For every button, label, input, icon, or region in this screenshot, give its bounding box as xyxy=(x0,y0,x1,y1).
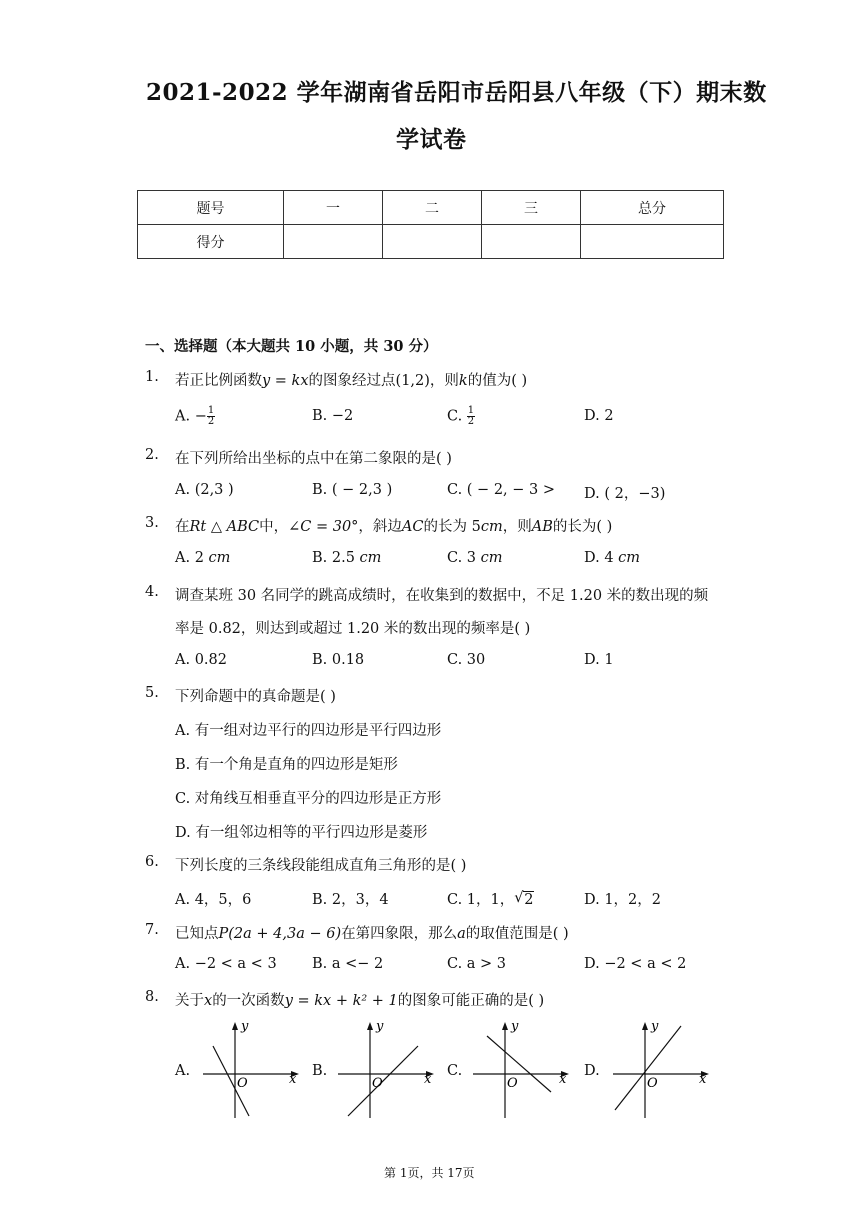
q1-option-a xyxy=(175,406,215,427)
option-label: A. 2 xyxy=(175,550,209,566)
score-table-score-row xyxy=(138,225,724,259)
radical-sign-icon: √ xyxy=(514,890,524,906)
unit: cm xyxy=(480,550,503,566)
question-6-text: 下列长度的三条线段能组成直角三角形的是( ) xyxy=(175,858,467,874)
q5-option-b: B. 有一个角是直角的四边形是矩形 xyxy=(175,757,398,773)
q7-option-c: C. a > 3 xyxy=(447,956,507,972)
q8-graph-c xyxy=(465,1018,575,1118)
formula: cm xyxy=(480,519,503,535)
page-title-line2: 学试卷 xyxy=(396,126,467,153)
question-1-number: 1. xyxy=(145,369,159,385)
table-cell: 二 xyxy=(383,191,482,225)
q7-option-b: B. a <− 2 xyxy=(312,956,384,972)
formula: AC xyxy=(401,519,424,535)
question-2-text: 在下列所给出坐标的点中在第二象限的是( ) xyxy=(175,451,452,467)
question-5-text: 下列命题中的真命题是( ) xyxy=(175,689,336,705)
q5-option-a: A. 有一组对边平行的四边形是平行四边形 xyxy=(175,723,442,739)
fraction xyxy=(207,406,215,427)
option-label: A. − xyxy=(175,408,207,425)
q1-option-d: D. 2 xyxy=(584,408,614,424)
question-5-number: 5. xyxy=(145,685,159,701)
q3-option-a xyxy=(175,550,230,566)
question-8-number: 8. xyxy=(145,989,159,1005)
y-axis-arrow-icon xyxy=(502,1022,508,1030)
question-4-line2: 率是 0.82，则达到或超过 1.20 米的数出现的频率是( ) xyxy=(175,621,531,637)
formula: y = kx + k² + 1 xyxy=(284,993,398,1009)
q7-option-a: A. −2 < a < 3 xyxy=(175,956,277,972)
question-6-number: 6. xyxy=(145,854,159,870)
q3-option-d xyxy=(584,550,640,566)
square-root xyxy=(514,892,534,908)
text: ，则 xyxy=(502,519,532,535)
function-line xyxy=(487,1036,551,1092)
q1-option-b: B. −2 xyxy=(312,408,354,424)
y-axis-label: y xyxy=(241,1019,249,1034)
q4-option-c: C. 30 xyxy=(447,652,486,668)
text: 在第四象限，那么 xyxy=(341,926,458,942)
unit: cm xyxy=(359,550,382,566)
page-footer: 第 1页，共 17页 xyxy=(384,1166,475,1180)
q2-option-b: B. ( − 2,3 ) xyxy=(312,482,393,498)
origin-label: O xyxy=(372,1076,383,1091)
question-1-text xyxy=(175,369,527,390)
q6-option-c xyxy=(447,888,534,909)
table-cell: 题号 xyxy=(138,191,284,225)
y-axis-arrow-icon xyxy=(232,1022,238,1030)
x-axis-label: x xyxy=(424,1072,432,1087)
text: 若正比例函数 xyxy=(175,373,262,389)
q8-graph-b xyxy=(330,1018,440,1118)
numerator: 1 xyxy=(467,405,475,416)
table-cell: 得分 xyxy=(138,225,284,259)
denominator: 2 xyxy=(467,416,475,427)
origin-label: O xyxy=(237,1076,248,1091)
q2-option-c: C. ( − 2, − 3 > xyxy=(447,482,556,498)
score-table-header-row xyxy=(138,191,724,225)
formula: x xyxy=(204,993,213,1009)
q8-graph-d xyxy=(605,1018,715,1118)
text: 在 xyxy=(175,519,190,535)
q6-option-b: B. 2，3，4 xyxy=(312,892,389,908)
q3-option-c xyxy=(447,550,503,566)
option-label: C. 3 xyxy=(447,550,481,566)
text: 的长为 5 xyxy=(423,519,481,535)
text: 的一次函数 xyxy=(212,993,285,1009)
option-label: C. 1，1， xyxy=(447,892,515,908)
q6-option-d: D. 1，2，2 xyxy=(584,892,662,908)
numerator: 1 xyxy=(207,405,215,416)
x-axis-label: x xyxy=(559,1072,567,1087)
question-4-line1: 调查某班 30 名同学的跳高成绩时，在收集到的数据中，不足 1.20 米的数出现的频 xyxy=(175,588,709,604)
function-line xyxy=(615,1026,681,1110)
q3-option-b xyxy=(312,550,381,566)
text: ，斜边 xyxy=(358,519,402,535)
q8-option-c-label: C. xyxy=(447,1063,463,1079)
text: 中， xyxy=(259,519,289,535)
score-input-cell xyxy=(383,225,482,259)
question-7-number: 7. xyxy=(145,922,159,938)
text: 已知点 xyxy=(175,926,219,942)
question-2-number: 2. xyxy=(145,447,159,463)
q2-option-a: A. (2,3 ) xyxy=(175,482,234,498)
question-3-number: 3. xyxy=(145,515,159,531)
q8-option-a-label: A. xyxy=(175,1063,191,1079)
q7-option-d: D. −2 < a < 2 xyxy=(584,956,687,972)
table-cell: 总分 xyxy=(581,191,724,225)
origin-label: O xyxy=(647,1076,658,1091)
text: 的图象经过点(1,2)，则 xyxy=(308,373,459,389)
text: 的值为( ) xyxy=(467,373,528,389)
function-line xyxy=(348,1046,418,1116)
score-input-cell xyxy=(482,225,581,259)
fraction xyxy=(467,406,475,427)
unit: cm xyxy=(208,550,231,566)
origin-label: O xyxy=(507,1076,518,1091)
q5-option-c: C. 对角线互相垂直平分的四边形是正方形 xyxy=(175,791,442,807)
q4-option-d: D. 1 xyxy=(584,652,614,668)
page-title-line1: 2021-2022 学年湖南省岳阳市岳阳县八年级（下）期末数 xyxy=(146,79,767,106)
y-axis-arrow-icon xyxy=(642,1022,648,1030)
y-axis-arrow-icon xyxy=(367,1022,373,1030)
question-4-number: 4. xyxy=(145,584,159,600)
formula: y = kx xyxy=(262,373,309,389)
option-label: B. 2.5 xyxy=(312,550,360,566)
unit: cm xyxy=(618,550,641,566)
question-7-text xyxy=(175,922,569,943)
formula: k xyxy=(458,373,468,389)
q8-option-d-label: D. xyxy=(584,1063,600,1079)
table-cell: 三 xyxy=(482,191,581,225)
formula: ∠C = 30° xyxy=(288,519,359,535)
score-input-cell xyxy=(581,225,724,259)
option-label: D. 4 xyxy=(584,550,619,566)
q1-option-c xyxy=(447,406,475,427)
y-axis-label: y xyxy=(376,1019,384,1034)
question-8-text xyxy=(175,989,544,1010)
formula: a xyxy=(457,926,466,942)
text: 关于 xyxy=(175,993,204,1009)
section-heading: 一、选择题（本大题共 10 小题，共 30 分） xyxy=(145,338,438,355)
q6-option-a: A. 4，5，6 xyxy=(175,892,252,908)
formula: AB xyxy=(531,519,553,535)
text: 的图象可能正确的是( ) xyxy=(397,993,545,1009)
radicand: 2 xyxy=(524,892,534,908)
q2-option-d: D. ( 2，−3) xyxy=(584,486,666,502)
text: 的取值范围是( ) xyxy=(465,926,569,942)
text: 的长为( ) xyxy=(552,519,613,535)
q8-graph-a xyxy=(195,1018,305,1118)
table-cell: 一 xyxy=(284,191,383,225)
x-axis-label: x xyxy=(699,1072,707,1087)
q8-option-b-label: B. xyxy=(312,1063,328,1079)
q4-option-a: A. 0.82 xyxy=(175,652,227,668)
formula: P(2a + 4,3a − 6) xyxy=(218,926,342,942)
x-axis-label: x xyxy=(289,1072,297,1087)
denominator: 2 xyxy=(207,416,215,427)
score-table xyxy=(137,190,724,259)
formula: Rt △ ABC xyxy=(189,519,260,535)
q5-option-d: D. 有一组邻边相等的平行四边形是菱形 xyxy=(175,825,428,841)
y-axis-label: y xyxy=(511,1019,519,1034)
y-axis-label: y xyxy=(651,1019,659,1034)
score-input-cell xyxy=(284,225,383,259)
q4-option-b: B. 0.18 xyxy=(312,652,365,668)
option-label: C. xyxy=(447,408,467,425)
question-3-text xyxy=(175,515,612,536)
